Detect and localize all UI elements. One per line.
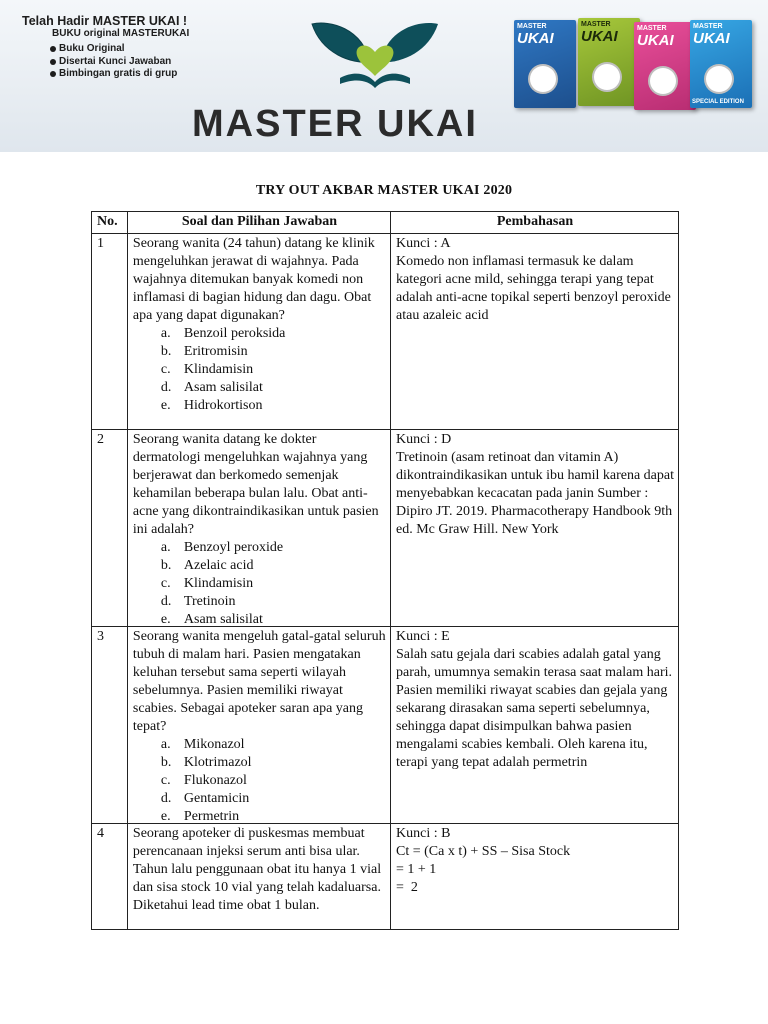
book-cover-top: MASTER (637, 25, 667, 32)
banner-bullet-list (50, 43, 189, 81)
option-text: Azelaic acid (183, 558, 254, 573)
book-badge-icon (528, 64, 558, 94)
option-letter: b. (160, 558, 172, 573)
book-cover-title: UKAI (637, 32, 674, 49)
option-letter: d. (160, 380, 172, 395)
explanation-text: Tretinoin (asam retinoat dan vitamin A) dikontraindikasikan untuk ibu hamil karena dapat menyebabkan kecacatan pada janin Sumber : Dipiro JT. 2019. Pharmacotherapy Handbook 9th ed. Mc Graw Hill. New York (396, 450, 674, 537)
book-cover-title: UKAI (581, 28, 618, 45)
question-text: Seorang wanita (24 tahun) datang ke klinik mengeluhkan jerawat di wajahnya. Pada wajahnya ditemukan banyak komedi non inflamasi di bagian hidung dan dagu. Obat apa yang dapat digunakan? (132, 236, 375, 323)
bullet-dot-icon (50, 59, 56, 65)
option-letter: c. (160, 773, 171, 788)
option-text: Klindamisin (183, 576, 254, 591)
banner-bullet-text: Disertai Kunci Jawaban (59, 55, 172, 67)
explanation-text: Salah satu gejala dari scabies adalah gatal yang parah, umumnya semakin terasa saat malam hari. Pasien memiliki riwayat scabies dan gejala yang sekarang dirasakan sama seperti sebelumnya, sehingga dapat disimpulkan bahwa pasien mengalami scabies kembali. Oleh karena itu, terapi yang tepat adalah permetrin (396, 647, 673, 770)
answer-option (161, 575, 386, 593)
banner-headline: Telah Hadir MASTER UKAI ! (22, 14, 188, 28)
question-cell (128, 824, 391, 929)
master-ukai-logo-icon (300, 18, 450, 96)
book-cover-title: UKAI (693, 30, 730, 47)
explanation-cell (391, 234, 678, 429)
question-text: Seorang apoteker di puskesmas membuat perencanaan injeksi serum anti bisa ular. Tahun lalu penggunaan obat itu hanya 1 vial dan sisa stock 10 vial yang telah kadaluarsa. Diketahui lead time obat 1 bulan. (132, 826, 382, 913)
explanation-cell (391, 430, 678, 626)
question-number: 3 (92, 627, 128, 823)
answer-key: Kunci : A (396, 236, 451, 251)
book-cover (634, 22, 696, 110)
option-letter: d. (160, 791, 172, 806)
option-letter: a. (160, 540, 171, 555)
table-row (92, 823, 678, 929)
option-letter: c. (160, 362, 171, 377)
answer-option (161, 593, 386, 611)
formula-line: = 2 (396, 880, 418, 895)
banner-bullet (50, 68, 189, 81)
header-no: No. (92, 212, 128, 233)
banner-bullet (50, 56, 189, 69)
question-cell (128, 430, 391, 626)
book-cover (690, 20, 752, 108)
option-text: Tretinoin (183, 594, 236, 609)
question-text: Seorang wanita datang ke dokter dermatologi mengeluhkan wajahnya yang berjerawat dan berkomedo semenjak kehamilan beberapa bulan lalu. Obat anti-acne yang dikontraindikasikan untuk pasien ini adalah? (132, 432, 379, 537)
option-letter: e. (160, 809, 171, 824)
option-letter: d. (160, 594, 172, 609)
option-text: Klotrimazol (183, 755, 252, 770)
option-letter: e. (160, 612, 171, 627)
option-text: Permetrin (183, 809, 240, 824)
answer-options (161, 736, 386, 826)
option-letter: a. (160, 326, 171, 341)
answer-option (161, 397, 386, 415)
question-number: 4 (92, 824, 128, 929)
formula-line: Ct = (Ca x t) + SS – Sisa Stock (396, 844, 571, 859)
header-pembahasan: Pembahasan (496, 214, 574, 229)
banner-bullet-text: Bimbingan gratis di grup (59, 68, 178, 79)
bullet-dot-icon (50, 71, 56, 77)
explanation-cell (391, 627, 678, 823)
question-cell (128, 627, 391, 823)
explanation-text: Komedo non inflamasi termasuk ke dalam kategori acne mild, sehingga terapi yang tepat adalah anti-acne topikal seperti benzoyl peroxide atau azaleic acid (396, 254, 671, 323)
table-row (92, 233, 678, 429)
book-badge-icon (704, 64, 734, 94)
option-text: Benzoyl peroxide (183, 540, 284, 555)
question-cell (128, 234, 391, 429)
table-header-row (92, 212, 678, 233)
answer-key: Kunci : B (396, 826, 451, 841)
book-cover-top: MASTER (693, 23, 723, 30)
option-letter: b. (160, 344, 172, 359)
answer-option (161, 557, 386, 575)
bullet-dot-icon (50, 46, 56, 52)
option-text: Hidrokortison (183, 398, 263, 413)
option-text: Flukonazol (183, 773, 247, 788)
option-text: Gentamicin (183, 791, 250, 806)
book-badge-icon (592, 62, 622, 92)
option-text: Mikonazol (183, 737, 245, 752)
table-row (92, 429, 678, 626)
brand-wordmark: MASTER UKAI (192, 103, 478, 145)
answer-option (161, 325, 386, 343)
promo-banner (0, 0, 768, 152)
question-number: 1 (92, 234, 128, 429)
header-soal: Soal dan Pilihan Jawaban (128, 212, 391, 233)
book-cover-edition: SPECIAL EDITION (692, 99, 744, 105)
answer-options (161, 539, 386, 629)
banner-subheadline: BUKU original MASTERUKAI (52, 28, 190, 39)
book-cover-top: MASTER (517, 23, 547, 30)
option-letter: b. (160, 755, 172, 770)
option-text: Asam salisilat (183, 380, 263, 395)
option-text: Klindamisin (183, 362, 254, 377)
formula-line: = 1 + 1 (396, 862, 437, 877)
book-cover-title: UKAI (517, 30, 554, 47)
answer-option (161, 343, 386, 361)
banner-info (22, 14, 189, 81)
answer-options (161, 325, 386, 415)
answer-option (161, 379, 386, 397)
answer-option (161, 790, 386, 808)
document-title: TRY OUT AKBAR MASTER UKAI 2020 (255, 183, 513, 198)
banner-bullet (50, 43, 189, 56)
option-letter: c. (160, 576, 171, 591)
option-letter: a. (160, 737, 171, 752)
book-cover-top: MASTER (581, 21, 611, 28)
explanation-cell (391, 824, 678, 929)
question-text: Seorang wanita mengeluh gatal-gatal seluruh tubuh di malam hari. Pasien mengatakan keluhan tersebut sama seperti wilayah sebelumnya. Pasien memiliki riwayat scabies. Sebagai apoteker saran apa yang tepat? (132, 629, 386, 734)
answer-option (161, 754, 386, 772)
table-row (92, 626, 678, 823)
banner-bullet-text: Buku Original (59, 43, 125, 54)
option-text: Benzoil peroksida (183, 326, 286, 341)
option-text: Asam salisilat (183, 612, 263, 627)
option-text: Eritromisin (183, 344, 248, 359)
book-cover (514, 20, 576, 108)
answer-option (161, 361, 386, 379)
answer-option (161, 736, 386, 754)
questions-table (91, 211, 679, 930)
answer-key: Kunci : D (396, 432, 452, 447)
book-cover (578, 18, 640, 106)
option-letter: e. (160, 398, 171, 413)
book-badge-icon (648, 66, 678, 96)
question-number: 2 (92, 430, 128, 626)
answer-key: Kunci : E (396, 629, 450, 644)
answer-option (161, 772, 386, 790)
book-covers (508, 10, 758, 110)
answer-option (161, 539, 386, 557)
